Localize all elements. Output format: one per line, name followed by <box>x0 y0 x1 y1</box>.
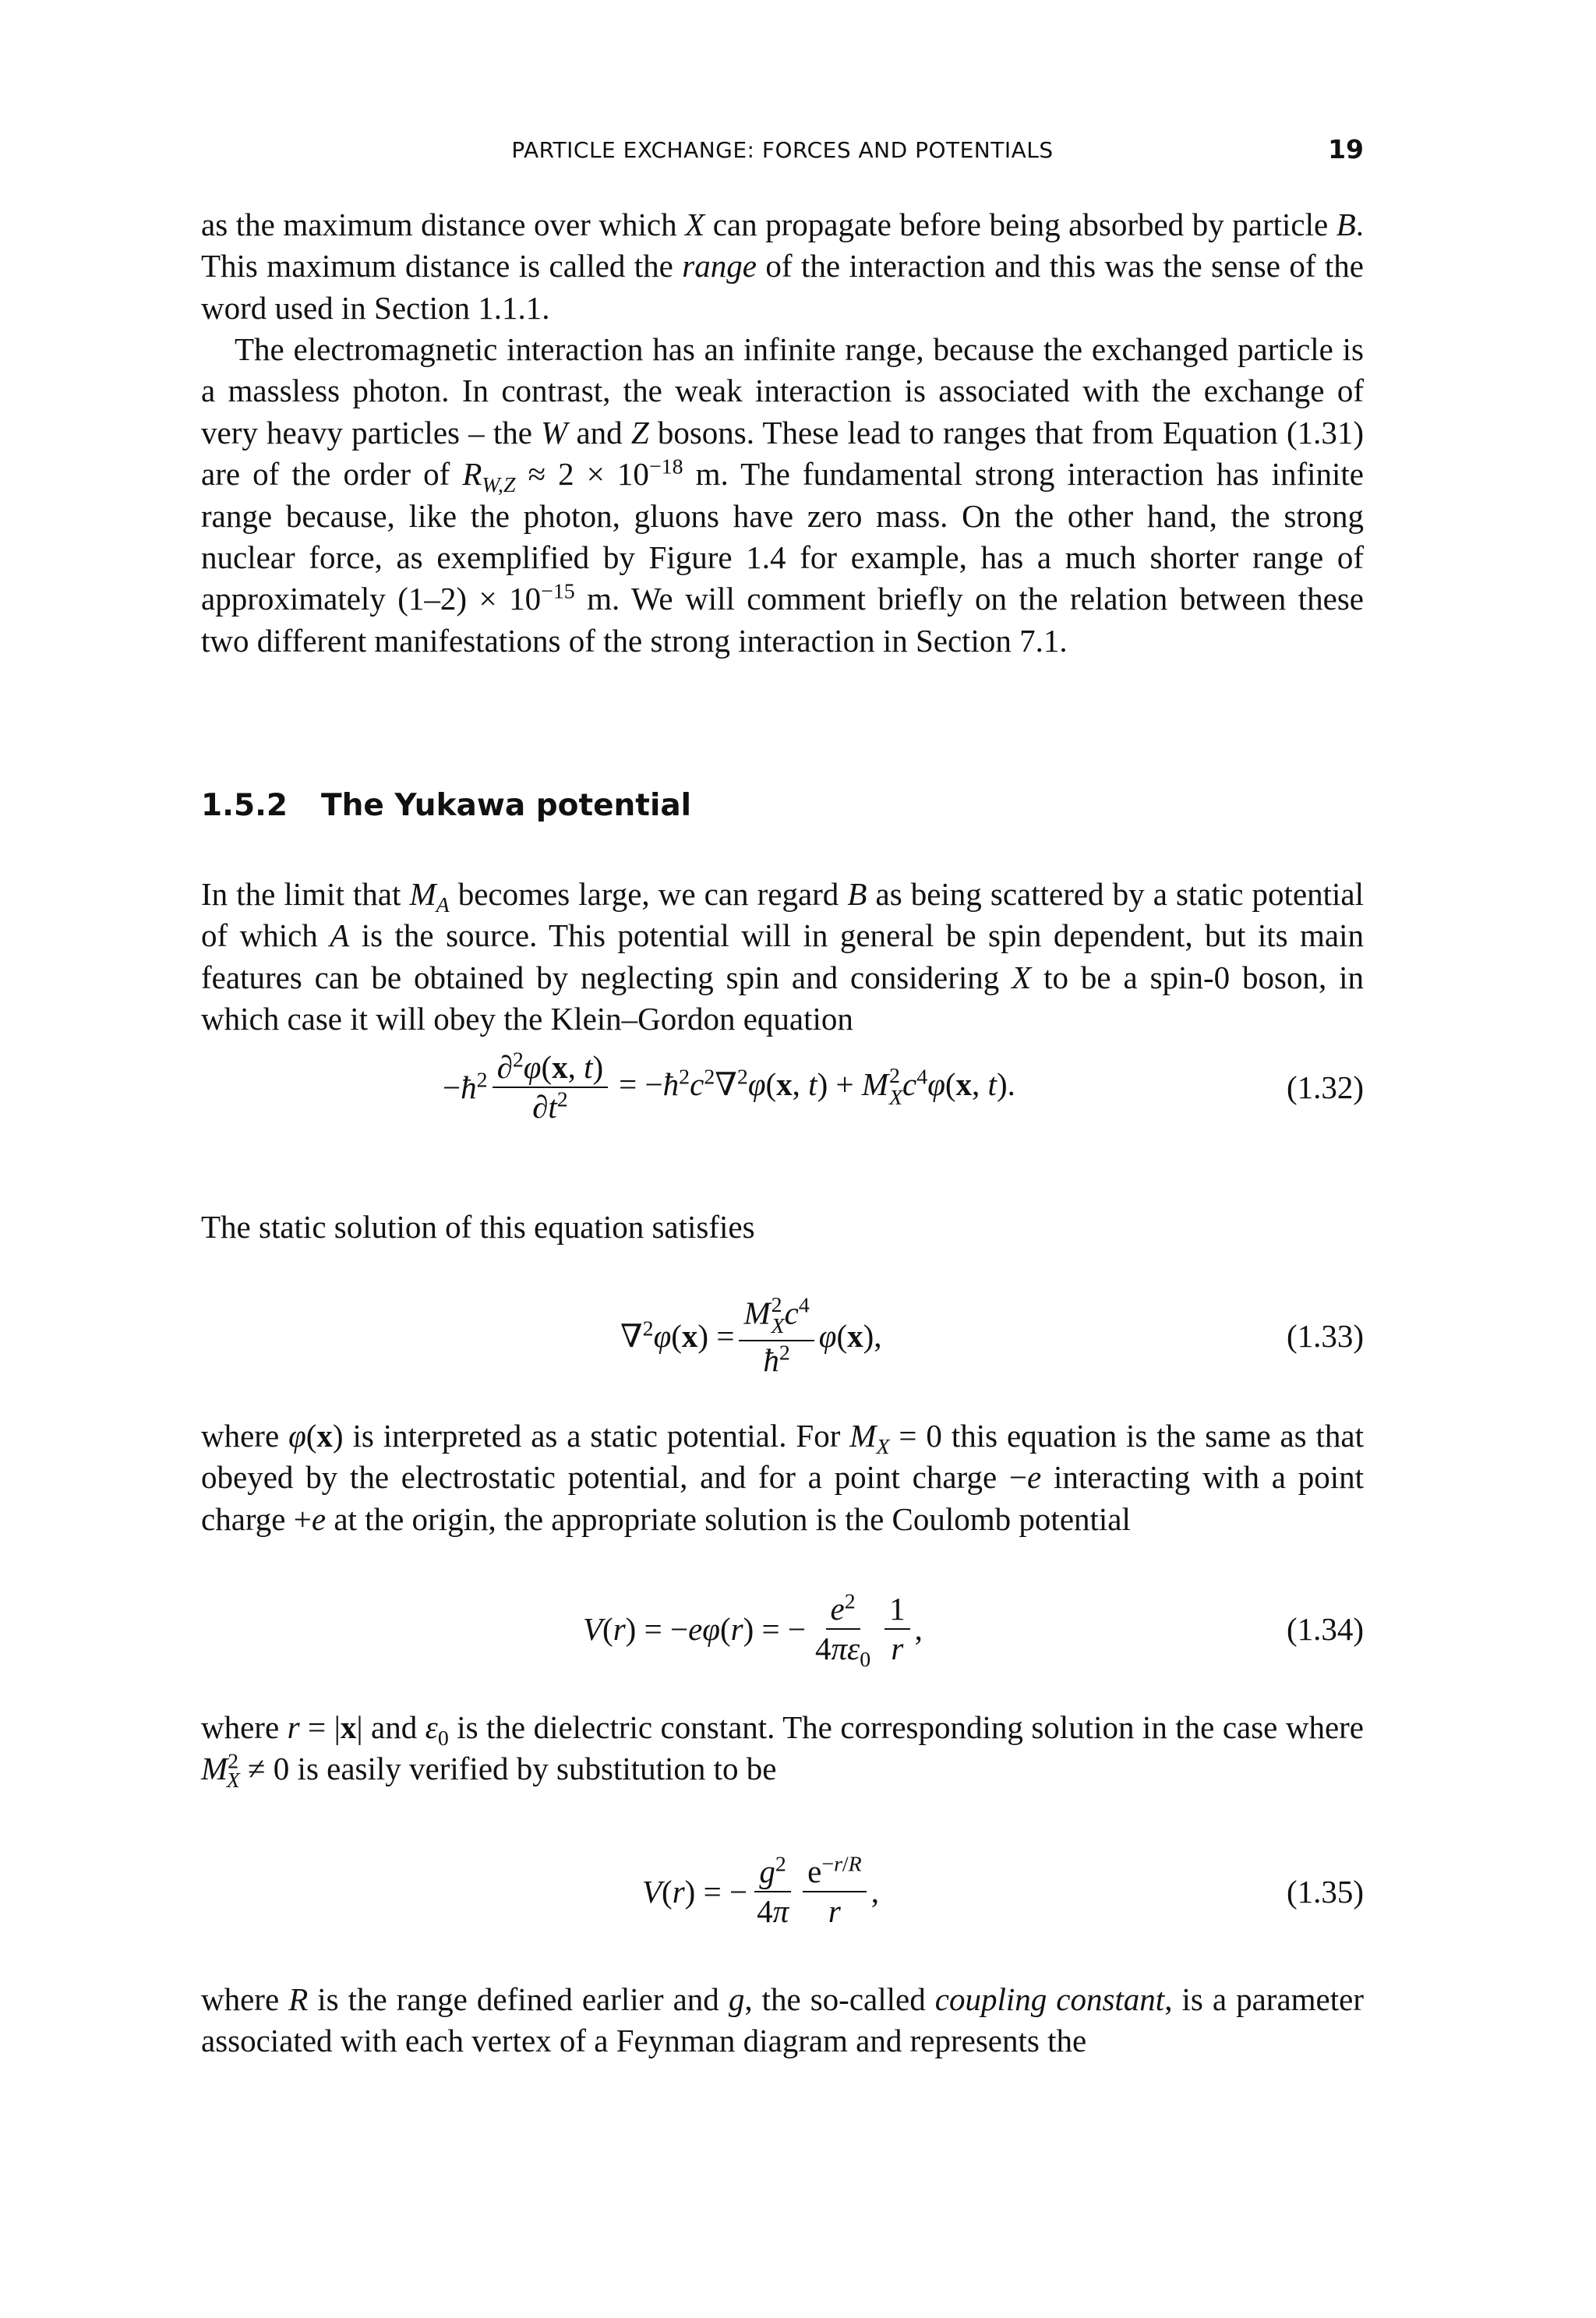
fraction-denominator: $4\pi\varepsilon_0$ <box>815 1631 871 1673</box>
paragraph-text: where φ(x) is interpreted as a static potential. For $M_X = 0$ this equation is the same as that obeyed by the electrostatic potential, and for a point charge −e interacting with a point charge +e at the origin, the appropriate solution is the Coulomb potential <box>201 1418 1364 1537</box>
equation-lhs: ∇$^2$φ(x) = <box>620 1316 735 1354</box>
equation-rhs: φ(x), <box>818 1318 882 1354</box>
equation-fraction-2 <box>885 1592 910 1666</box>
paragraph-interaction-ranges <box>201 329 1364 662</box>
fraction-denominator: $ħ^2$ <box>763 1341 790 1379</box>
equation-number: (1.33) <box>1286 1318 1364 1354</box>
paragraph-text: as the maximum distance over which X can propagate before being absorbed by particle B. This maximum distance is called the range of the interaction and this was the sense of the word used in Section 1.1.1. <box>201 207 1365 326</box>
equation-1-35 <box>201 1843 1364 1940</box>
fraction-denominator: $\partial t^2$ <box>532 1087 568 1125</box>
paragraph-yukawa-intro <box>201 1707 1364 1793</box>
equation-number: (1.35) <box>1286 1874 1364 1910</box>
equation-lhs: V(r) = −eφ(r) = − <box>583 1611 806 1647</box>
fraction-numerator: 1 <box>885 1592 910 1630</box>
fraction-denominator: r <box>828 1893 841 1929</box>
section-title: The Yukawa potential <box>321 788 692 823</box>
page-number: 19 <box>1328 134 1364 164</box>
paragraph-text: The static solution of this equation satisfies <box>201 1209 755 1245</box>
fraction-numerator: $e^2$ <box>826 1592 860 1630</box>
running-title: PARTICLE EXCHANGE: FORCES AND POTENTIALS <box>511 137 1054 163</box>
fraction-denominator: r <box>891 1631 904 1666</box>
equation-rhs: = $-ħ^2c^2\nabla^2\varphi(x$, t) + M 2 X $c^4\varphi(x$, t). <box>619 1064 1015 1111</box>
paragraph-text: where R is the range defined earlier and g, the so-called coupling constant, is a parameter associated with each vertex of a Feynman diagram and represents the <box>201 1981 1364 2059</box>
running-header <box>201 134 1364 173</box>
equation-body <box>642 1843 879 1940</box>
fraction-denominator: 4π <box>757 1893 789 1929</box>
paragraph-text: The electromagnetic interaction has an infinite range, because the exchanged particle is a massless photon. In contrast, the weak interaction is associated with the exchange of very heavy particles – the W and Z bosons. These lead to ranges that from Equation (1.31) are of the order of $R_{W,Z} \approx 2 \times 10^{-18}$ m. The fundamental strong interaction has infinite range because, like the photon, gluons have zero mass. On the other hand, the strong nuclear force, as exemplified by Figure 1.4 for example, has a much shorter range of approximately $(1-2) \times 10^{-15}$ m. We will comment briefly on the relation between these two different manifestations of the strong interaction in Section 7.1. <box>201 331 1365 659</box>
fraction-numerator: M 2 X $c^4$ <box>739 1295 814 1342</box>
equation-body <box>620 1291 882 1381</box>
equation-fraction <box>739 1292 814 1379</box>
equation-1-32 <box>201 1044 1364 1130</box>
equation-tail: , <box>914 1611 923 1647</box>
equation-1-34 <box>201 1582 1364 1676</box>
section-heading <box>201 788 691 823</box>
equation-fraction <box>493 1048 609 1125</box>
paragraph-range-definition <box>201 204 1364 329</box>
equation-1-33 <box>201 1291 1364 1381</box>
paragraph-coupling-constant <box>201 1979 1364 2062</box>
paragraph-static-potential <box>201 874 1364 1041</box>
paragraph-text: where r = |x| and $\varepsilon_0$ is the dielectric constant. The corresponding solution in the case where $M^2_X \ne 0$ is easily verified by substitution to be <box>201 1709 1364 1793</box>
paragraph-coulomb-intro <box>201 1415 1364 1540</box>
equation-lhs-prefix: $-ħ^2$ <box>443 1068 488 1105</box>
fraction-numerator: $e^{-r/R}$ <box>803 1855 867 1892</box>
equation-number: (1.32) <box>1286 1069 1364 1105</box>
paragraph-text: In the limit that $M_A$ becomes large, we can regard B as being scattered by a static potential of which A is the source. This potential will in general be spin dependent, but its main features can be obtained by neglecting spin and considering X to be a spin-0 boson, in which case it will obey the Klein–Gordon equation <box>201 876 1365 1037</box>
equation-fraction-1 <box>810 1589 875 1673</box>
fraction-numerator: ∂$^2$φ(x, t) <box>493 1051 609 1088</box>
equation-body <box>583 1582 923 1676</box>
equation-lhs: V(r) = − <box>642 1874 748 1910</box>
equation-fraction-2 <box>803 1852 867 1929</box>
equation-number: (1.34) <box>1286 1611 1364 1647</box>
equation-body <box>443 1044 1015 1130</box>
section-number: 1.5.2 <box>201 788 288 823</box>
equation-tail: , <box>870 1874 879 1910</box>
fraction-numerator: $g^2$ <box>754 1855 790 1892</box>
equation-fraction-1 <box>752 1852 793 1929</box>
paragraph-static-solution <box>201 1207 1364 1248</box>
